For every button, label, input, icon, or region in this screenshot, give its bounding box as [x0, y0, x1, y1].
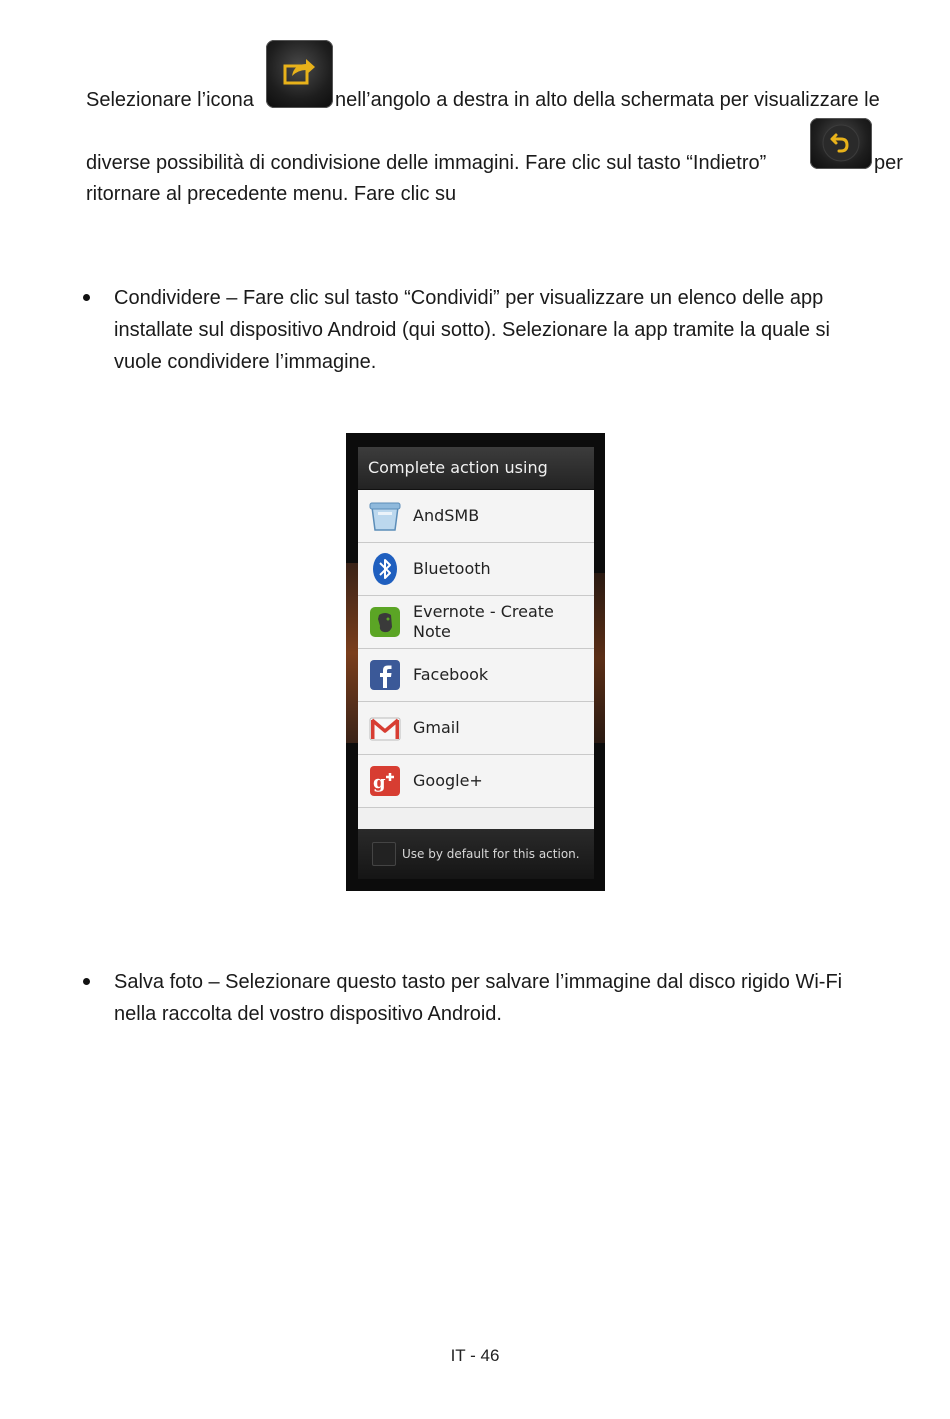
dialog-footer — [358, 829, 594, 879]
app-item-gmail[interactable] — [358, 702, 594, 755]
paragraph1-line1-start: Selezionare l’icona — [86, 89, 254, 111]
dialog-title: Complete action using — [358, 447, 594, 490]
paragraph1-line2-end: per — [874, 152, 903, 174]
bullet1-line3: vuole condividere l’immagine. — [114, 351, 377, 373]
svg-text:g: g — [373, 772, 386, 793]
android-share-screenshot — [346, 433, 605, 891]
app-item-google-plus[interactable] — [358, 755, 594, 808]
bullet2-line2: nella raccolta del vostro dispositivo Android. — [114, 1003, 502, 1025]
app-label: Gmail — [413, 718, 460, 737]
app-item-facebook[interactable] — [358, 649, 594, 702]
app-label: Google+ — [413, 771, 483, 790]
app-label: AndSMB — [413, 506, 480, 525]
back-icon — [810, 118, 872, 169]
use-default-checkbox[interactable] — [372, 842, 396, 866]
app-item-evernote[interactable] — [358, 596, 594, 649]
bullet2-line1: Salva foto – Selezionare questo tasto per salvare l’immagine dal disco rigido Wi-Fi — [114, 971, 843, 993]
bullet1-line1: Condividere – Fare clic sul tasto “Condividi” per visualizzare un elenco delle app — [114, 287, 824, 309]
andsmb-icon — [368, 499, 402, 533]
bullet1-line2: installate sul dispositivo Android (qui sotto). Selezionare la app tramite la quale si — [114, 319, 830, 341]
app-item-andsmb[interactable] — [358, 490, 594, 543]
app-label: Evernote - Create Note — [413, 602, 554, 641]
app-item-bluetooth[interactable] — [358, 543, 594, 596]
google-plus-icon — [368, 764, 402, 798]
background-photo-right — [593, 573, 605, 743]
bluetooth-icon — [368, 552, 402, 586]
share-icon — [266, 40, 333, 108]
paragraph1-line2-start: diverse possibilità di condivisione delle immagini. Fare clic sul tasto “Indietro” — [86, 152, 767, 174]
bullet-marker — [83, 294, 90, 301]
page-number: IT - 46 — [450, 1346, 500, 1365]
paragraph1-line1-end: nell’angolo a destra in alto della schermata per visualizzare le — [335, 89, 880, 111]
paragraph1-line3: ritornare al precedente menu. Fare clic su — [86, 183, 457, 205]
partially-visible-item — [358, 808, 594, 831]
bullet-marker — [83, 978, 90, 985]
evernote-icon — [368, 605, 402, 639]
gmail-icon — [368, 711, 402, 745]
facebook-icon — [368, 658, 402, 692]
chooser-dialog — [358, 447, 594, 879]
use-default-label: Use by default for this action. — [402, 847, 580, 861]
app-label: Facebook — [413, 665, 489, 684]
app-label: Bluetooth — [413, 559, 491, 578]
